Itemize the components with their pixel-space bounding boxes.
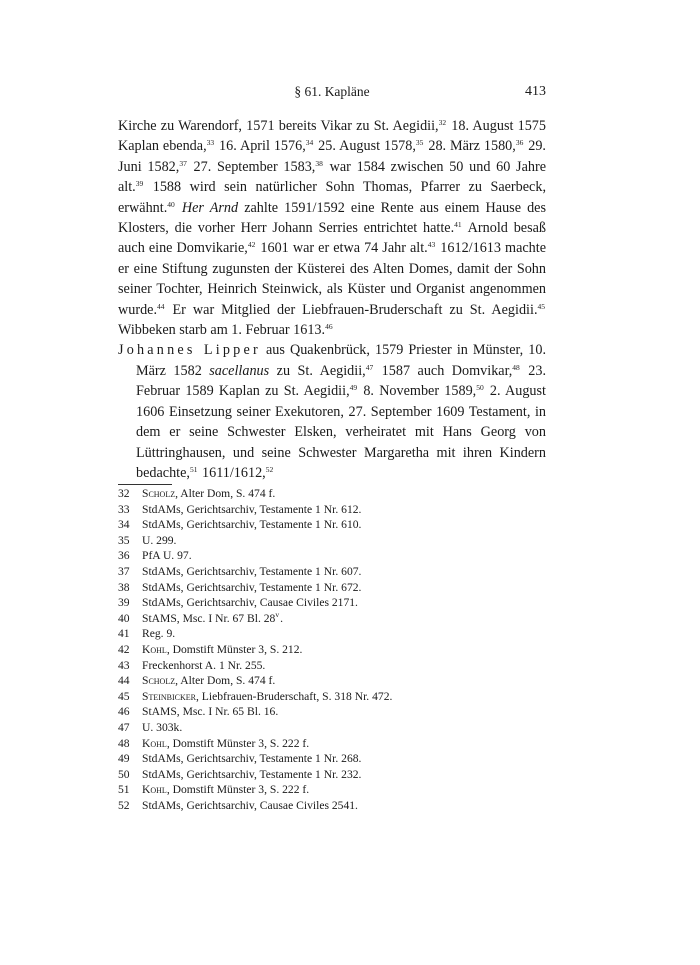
footnote-ref: 38 [315,158,323,168]
footnote-citation: StdAMs, Gerichtsarchiv, Testamente 1 Nr. 612. [142,502,362,516]
paragraph-lipper [118,340,546,483]
text-run: Wibbeken starb am 1. Februar 1613. [118,322,326,339]
footnote-number: 41 [118,627,130,641]
footnote-citation: StdAMs, Gerichtsarchiv, Causae Civiles 2541. [142,798,358,812]
main-text [118,116,546,483]
footnote-number: 40 [118,611,130,625]
footnote-text [142,704,278,720]
text-run: aus Quakenbrück, 1579 Priester in Münster, 10. März 1582 [136,342,546,379]
page-number: 413 [525,84,546,99]
footnote-text [142,564,361,580]
footnote-ref: 40 [167,199,175,209]
footnote-text [142,736,309,752]
section-title: § 61. Kapläne [294,84,370,99]
footnote-item [118,533,548,549]
footnote-text [142,751,361,767]
footnote-item [118,782,548,798]
text-run: 23. Februar 1589 Kaplan zu St. Aegidii, [136,362,547,400]
text-run: 28. März 1580, [424,138,516,155]
footnote-text [142,689,392,705]
text-run: 27. September 1583, [187,158,316,175]
footnote-text [142,767,361,783]
footnote-number: 38 [118,580,130,594]
footnote-number: 47 [118,720,130,734]
footnote-text [142,502,361,518]
footnote-text [142,782,309,798]
text-run: Kirche zu Warendorf, 1571 bereits Vikar zu St. Aegidii, [118,118,439,134]
footnote-item [118,611,548,627]
text-run: zu St. Aegidii, [269,362,366,379]
footnote-author: Scholz [142,674,176,688]
footnote-author: Steinbicker [142,689,196,703]
footnote-text [142,580,361,596]
footnote-citation: Freckenhorst A. 1 Nr. 255. [142,658,266,672]
footnote-ref: 37 [179,158,187,168]
footnote-ref: 52 [265,464,274,474]
footnote-citation: StAMS, Msc. I Nr. 65 Bl. 16. [142,705,279,719]
footnote-superscript: v [275,609,280,619]
footnote-item [118,767,548,783]
text-run: 1588 wird sein natürlicher Sohn Thomas, Pfarrer zu Saerbeck, erwähnt. [118,179,546,216]
footnote-number: 43 [118,658,130,672]
footnote-number: 51 [118,783,130,797]
text-run: 25. August 1578, [314,138,416,155]
footnote-citation: , Alter Dom, S. 474 f. [175,674,276,688]
person-name: Johannes Lipper [118,342,261,359]
footnote-item [118,689,548,705]
footnote-citation: StdAMs, Gerichtsarchiv, Testamente 1 Nr. 232. [142,767,362,781]
footnote-text [142,517,361,533]
text-run: zahlte 1591/1592 eine Rente aus einem Hause des Klosters, die vorher Herr Johann Serries entrichtet hatte. [118,199,546,237]
footnote-number: 46 [118,705,130,719]
footnote-ref: 39 [135,179,144,189]
footnote-number: 36 [118,549,130,563]
text-run: 2. August 1606 Einsetzung seiner Exekutoren, 27. September 1609 Testament, in dem er seine Schwester Elsken, verheiratet mit Hans Georg von Lüttringhausen, und seine Schwester Margaretha mit ihren Kindern bedachte, [136,383,546,481]
footnote-text [142,548,192,564]
footnote-number: 49 [118,752,130,766]
footnote-text [142,486,275,502]
footnote-text [142,798,358,814]
footnote-item [118,502,548,518]
footnote-citation: , Liebfrauen-Bruderschaft, S. 318 Nr. 472. [196,689,393,703]
footnote-separator [118,484,172,485]
footnote-ref: 32 [438,118,447,127]
running-header [118,84,546,104]
footnote-item [118,595,548,611]
text-run: 18. August 1575 Kaplan ebenda, [118,118,546,155]
footnote-ref: 41 [454,220,462,230]
footnote-item [118,658,548,674]
footnote-item [118,751,548,767]
footnote-ref: 44 [157,301,165,311]
footnote-ref: 45 [537,301,545,311]
paragraph-wibbeken [118,116,546,340]
footnote-ref: 34 [305,138,314,148]
text-run: 1611/1612, [198,464,266,481]
footnote-ref: 49 [349,383,358,393]
text-run: war 1584 zwischen 50 und 60 Jahre alt. [118,158,546,196]
footnote-number: 42 [118,642,130,656]
footnote-citation: , Domstift Münster 3, S. 222 f. [166,783,310,797]
text-run: 1587 auch Domvikar, [374,362,513,379]
footnote-number: 52 [118,798,130,812]
footnote-number: 50 [118,767,130,781]
footnote-item [118,720,548,736]
footnote-text [142,658,265,674]
footnote-number: 32 [118,487,130,500]
footnote-citation: , Domstift Münster 3, S. 222 f. [166,736,310,750]
footnote-ref: 35 [415,138,424,148]
footnote-number: 39 [118,596,130,610]
footnote-ref: 36 [515,138,524,148]
footnote-number: 35 [118,533,130,547]
footnote-citation: StdAMs, Gerichtsarchiv, Testamente 1 Nr. 610. [142,518,362,532]
footnote-citation: StAMS, Msc. I Nr. 67 Bl. 28 [142,611,276,625]
footnote-ref: 50 [476,383,484,393]
footnote-text [142,611,283,627]
footnote-item [118,642,548,658]
footnote-text [142,533,176,549]
footnote-ref: 48 [512,362,520,372]
footnote-item [118,564,548,580]
text-run: 1601 war er etwa 74 Jahr alt. [256,240,428,257]
footnote-item [118,580,548,596]
footnote-citation: U. 303k. [142,720,183,734]
footnote-citation-end: . [280,611,284,625]
footnote-author: Scholz [142,487,176,500]
footnote-item [118,798,548,814]
italic-name: Her Arnd [181,199,239,216]
footnote-author: Kohl [142,736,167,750]
footnote-ref: 33 [206,138,215,148]
footnote-ref: 42 [247,240,256,250]
footnote-citation: , Domstift Münster 3, S. 212. [166,642,303,656]
footnote-number: 34 [118,518,130,532]
text-run: 29. Juni 1582, [118,138,546,175]
footnote-ref: 51 [189,464,198,474]
footnote-citation: StdAMs, Gerichtsarchiv, Testamente 1 Nr. 268. [142,752,362,766]
footnote-number: 48 [118,736,130,750]
footnote-citation: Reg. 9. [142,627,176,641]
footnote-text [142,642,302,658]
footnote-text [142,673,275,689]
text-run: Er war Mitglied der Liebfrauen-Bruderschaft zu St. Aegidii. [165,301,538,318]
footnote-item [118,486,548,502]
footnote-number: 45 [118,689,130,703]
footnote-citation: U. 299. [142,533,177,547]
footnote-number: 33 [118,502,130,516]
footnote-item [118,704,548,720]
footnote-ref: 46 [325,322,333,332]
footnote-text [142,720,182,736]
footnote-author: Kohl [142,642,167,656]
footnote-item [118,548,548,564]
footnote-citation: StdAMs, Gerichtsarchiv, Causae Civiles 2171. [142,596,358,610]
text-run: 8. November 1589, [358,383,477,400]
text-run: 16. April 1576, [215,138,306,155]
footnote-ref: 47 [365,362,374,372]
footnote-ref: 43 [427,240,436,250]
footnote-number: 44 [118,674,130,688]
footnote-item [118,673,548,689]
text-run: 1612/1613 machte er eine Stiftung zugunsten der Küsterei des Alten Domes, damit der Sohn seiner Tochter, Heinrich Steinwick, als Küster und Organist angenommen wurde. [118,240,546,318]
footnotes [118,486,548,813]
italic-term: sacellanus [209,362,270,379]
footnote-item [118,736,548,752]
footnote-text [142,595,358,611]
footnote-citation: PfA U. 97. [142,549,192,563]
footnote-citation: StdAMs, Gerichtsarchiv, Testamente 1 Nr. 607. [142,564,362,578]
text-run: Arnold besaß auch eine Domvikarie, [118,220,546,257]
footnote-citation: , Alter Dom, S. 474 f. [175,487,276,500]
footnote-citation: StdAMs, Gerichtsarchiv, Testamente 1 Nr. 672. [142,580,362,594]
footnote-text [142,626,175,642]
footnote-item [118,626,548,642]
footnote-number: 37 [118,564,130,578]
footnote-item [118,517,548,533]
footnote-author: Kohl [142,783,167,797]
